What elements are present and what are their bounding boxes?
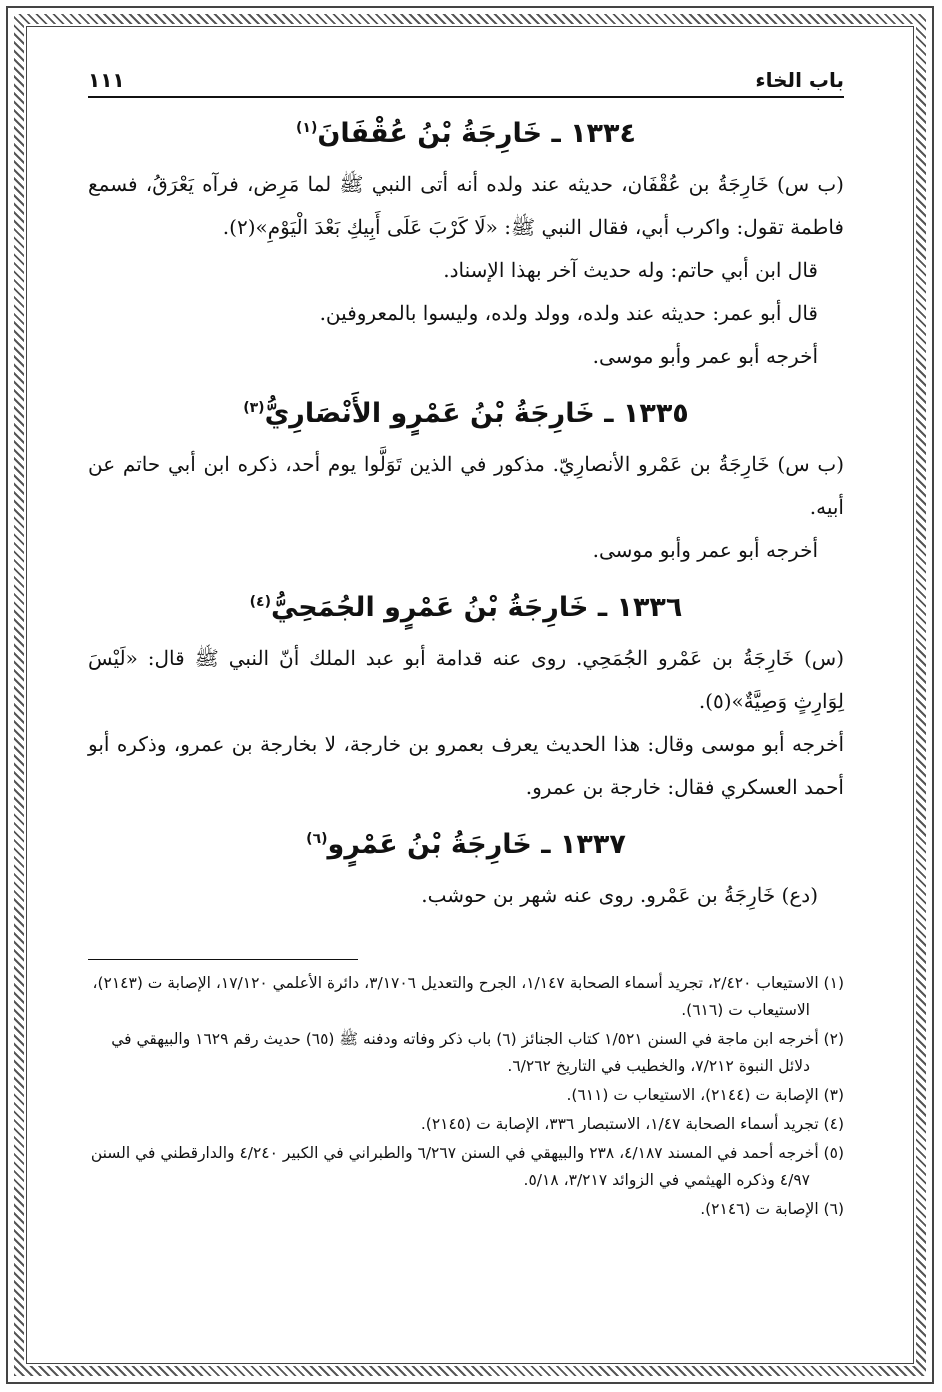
entry-title: ١٣٣٦ ـ خَارِجَةُ بْنُ عَمْرٍو الجُمَحِيُّ$^{(٤)}$ bbox=[249, 592, 683, 623]
entry-title: ١٣٣٧ ـ خَارِجَةُ بْنُ عَمْرٍو$^{(٦)}$ bbox=[306, 829, 626, 860]
entry-paragraph: (دع) خَارِجَةُ بن عَمْرو. روى عنه شهر بن حوشب. bbox=[421, 883, 818, 907]
footnote: (٣) الإصابة ت (٢١٤٤)، الاستيعاب ت (٦١١). bbox=[566, 1086, 844, 1104]
entry-paragraph: (س) خَارِجَةُ بن عَمْرو الجُمَحِي. روى عنه قدامة أبو عبد الملك أنّ النبي ﷺ قال: «لَيْسَ لِوَارِثٍ وَصِيَّةٌ»(٥). bbox=[88, 646, 844, 713]
footnote: (٦) الإصابة ت (٢١٤٦). bbox=[700, 1200, 844, 1218]
entry-paragraph: (ب س) خَارِجَةُ بن عَمْرو الأنصارِيّ. مذكور في الذين تَوَلَّوا يوم أحد، ذكره ابن أبي حاتم عن أبيه. bbox=[88, 452, 844, 519]
entry-paragraph: أخرجه أبو عمر وأبو موسى. bbox=[592, 344, 818, 368]
entry-paragraph: أخرجه أبو عمر وأبو موسى. bbox=[592, 538, 818, 562]
footnote-separator bbox=[88, 959, 358, 960]
page-number: ١١١ bbox=[88, 68, 125, 92]
entry-1334 bbox=[88, 118, 844, 378]
footnote: (٥) أخرجه أحمد في المسند ٤/١٨٧، ٢٣٨ والبيهقي في السنن ٦/٢٦٧ والطبراني في الكبير ٤/٢٤٠ والدارقطني في السنن ٤/٩٧ وذكره الهيثمي في الزوائد ٣/٢١٧، ٥/١٨. bbox=[90, 1144, 844, 1189]
entry-title: ١٣٣٤ ـ خَارِجَةُ بْنُ عُقْفَانَ$^{(١)}$ bbox=[295, 118, 636, 149]
footnotes bbox=[88, 970, 844, 1223]
chapter-title: باب الخاء bbox=[755, 68, 844, 92]
entry-1337 bbox=[88, 829, 844, 917]
entry-title: ١٣٣٥ ـ خَارِجَةُ بْنُ عَمْرٍو الأَنْصَارِيُّ$^{(٣)}$ bbox=[243, 398, 689, 429]
footnote: (١) الاستيعاب ٢/٤٢٠، تجريد أسماء الصحابة ١/١٤٧، الجرح والتعديل ٣/١٧٠٦، دائرة الأعلمي ١٧/١٢٠، الإصابة ت (٢١٤٣)، الاستيعاب ت (٦١٦). bbox=[92, 974, 844, 1019]
entry-1336 bbox=[88, 592, 844, 809]
running-header bbox=[88, 62, 844, 98]
book-page bbox=[88, 62, 844, 1342]
footnote: (٢) أخرجه ابن ماجة في السنن ١/٥٢١ كتاب الجنائز (٦) باب ذكر وفاته ودفنه ﷺ (٦٥) حديث رقم ١٦٢٩ والبيهقي في دلائل النبوة ٧/٢١٢، والخطيب في التاريخ ٦/٢٦٢. bbox=[111, 1030, 844, 1075]
footnote: (٤) تجريد أسماء الصحابة ١/٤٧، الاستبصار ٣٣٦، الإصابة ت (٢١٤٥). bbox=[420, 1115, 844, 1133]
entry-paragraph: (ب س) خَارِجَةُ بن عُقْفَان، حديثه عند ولده أنه أتى النبي ﷺ لما مَرِض، فرآه يَعْرَقُ، فسمع فاطمة تقول: واكرب أبي، فقال النبي ﷺ: «لَا كَرْبَ عَلَى أَبِيكِ بَعْدَ الْيَوْمِ»(٢). bbox=[88, 172, 844, 239]
entry-paragraph: أخرجه أبو موسى وقال: هذا الحديث يعرف بعمرو بن خارجة، لا بخارجة بن عمرو، وذكره أبو أحمد العسكري فقال: خارجة بن عمرو. bbox=[88, 732, 844, 799]
entry-paragraph: قال أبو عمر: حديثه عند ولده، وولد ولده، وليسوا بالمعروفين. bbox=[319, 301, 818, 325]
entry-paragraph: قال ابن أبي حاتم: وله حديث آخر بهذا الإسناد. bbox=[443, 258, 818, 282]
entry-1335 bbox=[88, 398, 844, 572]
